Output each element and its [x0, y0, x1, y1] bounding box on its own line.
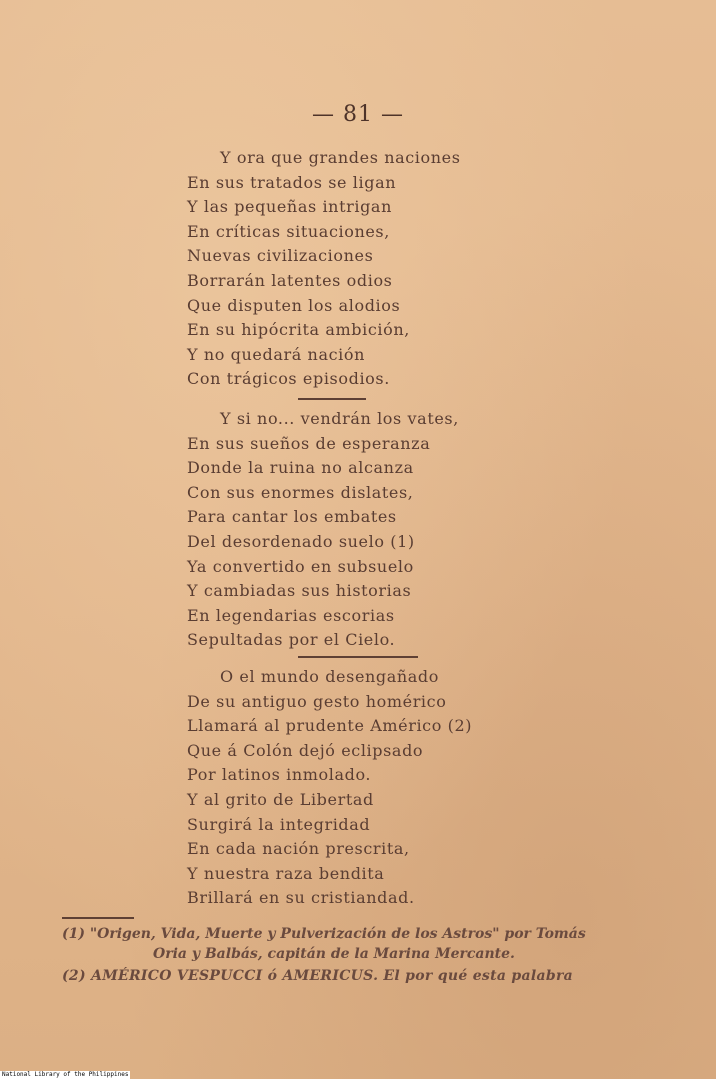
footnote-2: (2) AMÉRICO VESPUCCI ó AMERICUS. El por qué esta palabra — [62, 968, 573, 984]
stanza-separator — [298, 656, 418, 658]
verse-line: Nuevas civilizaciones — [187, 246, 374, 266]
footnote-1: (1) "Origen, Vida, Muerte y Pulverización de los Astros" por Tomás — [62, 926, 586, 942]
verse-line: Del desordenado suelo (1) — [187, 531, 415, 551]
verse-line: Por latinos inmolado. — [187, 765, 372, 785]
stanza-2 — [187, 407, 627, 653]
verse-line: Y ora que grandes naciones — [220, 148, 461, 167]
verse-line: Que disputen los alodios — [187, 295, 401, 315]
stanza-3 — [187, 665, 627, 911]
verse-line: Borrarán latentes odios — [187, 270, 393, 290]
verse-line: Sepultadas por el Cielo. — [187, 630, 396, 650]
verse-line: En su hipócrita ambición, — [187, 320, 410, 340]
verse-line: Con sus enormes dislates, — [187, 482, 414, 502]
verse-line: Donde la ruina no alcanza — [187, 458, 414, 478]
verse-line: O el mundo desengañado — [220, 667, 440, 686]
verse-line: Llamará al prudente Américo (2) — [187, 716, 473, 736]
verse-line: Y no quedará nación — [187, 344, 366, 364]
verse-line: Que á Colón dejó eclipsado — [187, 740, 424, 760]
verse-line: Y al grito de Libertad — [187, 789, 374, 809]
verse-line: En legendarias escorias — [187, 605, 395, 625]
verse-line: En sus tratados se ligan — [187, 172, 397, 192]
verse-line: Ya convertido en subsuelo — [187, 556, 414, 576]
verse-line: Surgirá la integridad — [187, 814, 371, 834]
verse-line: En cada nación prescrita, — [187, 839, 410, 859]
verse-line: Y si no... vendrán los vates, — [220, 409, 459, 428]
verse-line: Y cambiadas sus historias — [187, 581, 412, 601]
library-watermark: National Library of the Philippines — [2, 1071, 129, 1078]
verse-line: Con trágicos episodios. — [187, 369, 390, 389]
verse-line: En sus sueños de esperanza — [187, 433, 431, 453]
footnote-1-continuation: Oria y Balbás, capitán de la Marina Mercante. — [153, 946, 515, 962]
stanza-separator — [298, 398, 366, 400]
stanza-1 — [187, 146, 627, 392]
page-number: — 81 — — [312, 102, 404, 127]
verse-line: En críticas situaciones, — [187, 221, 390, 241]
verse-line: De su antiguo gesto homérico — [187, 691, 447, 711]
footnote-rule — [62, 917, 134, 919]
verse-line: Para cantar los embates — [187, 507, 397, 527]
verse-line: Y nuestra raza bendita — [187, 863, 385, 883]
verse-line: Brillará en su cristiandad. — [187, 888, 415, 908]
verse-line: Y las pequeñas intrigan — [187, 197, 392, 217]
